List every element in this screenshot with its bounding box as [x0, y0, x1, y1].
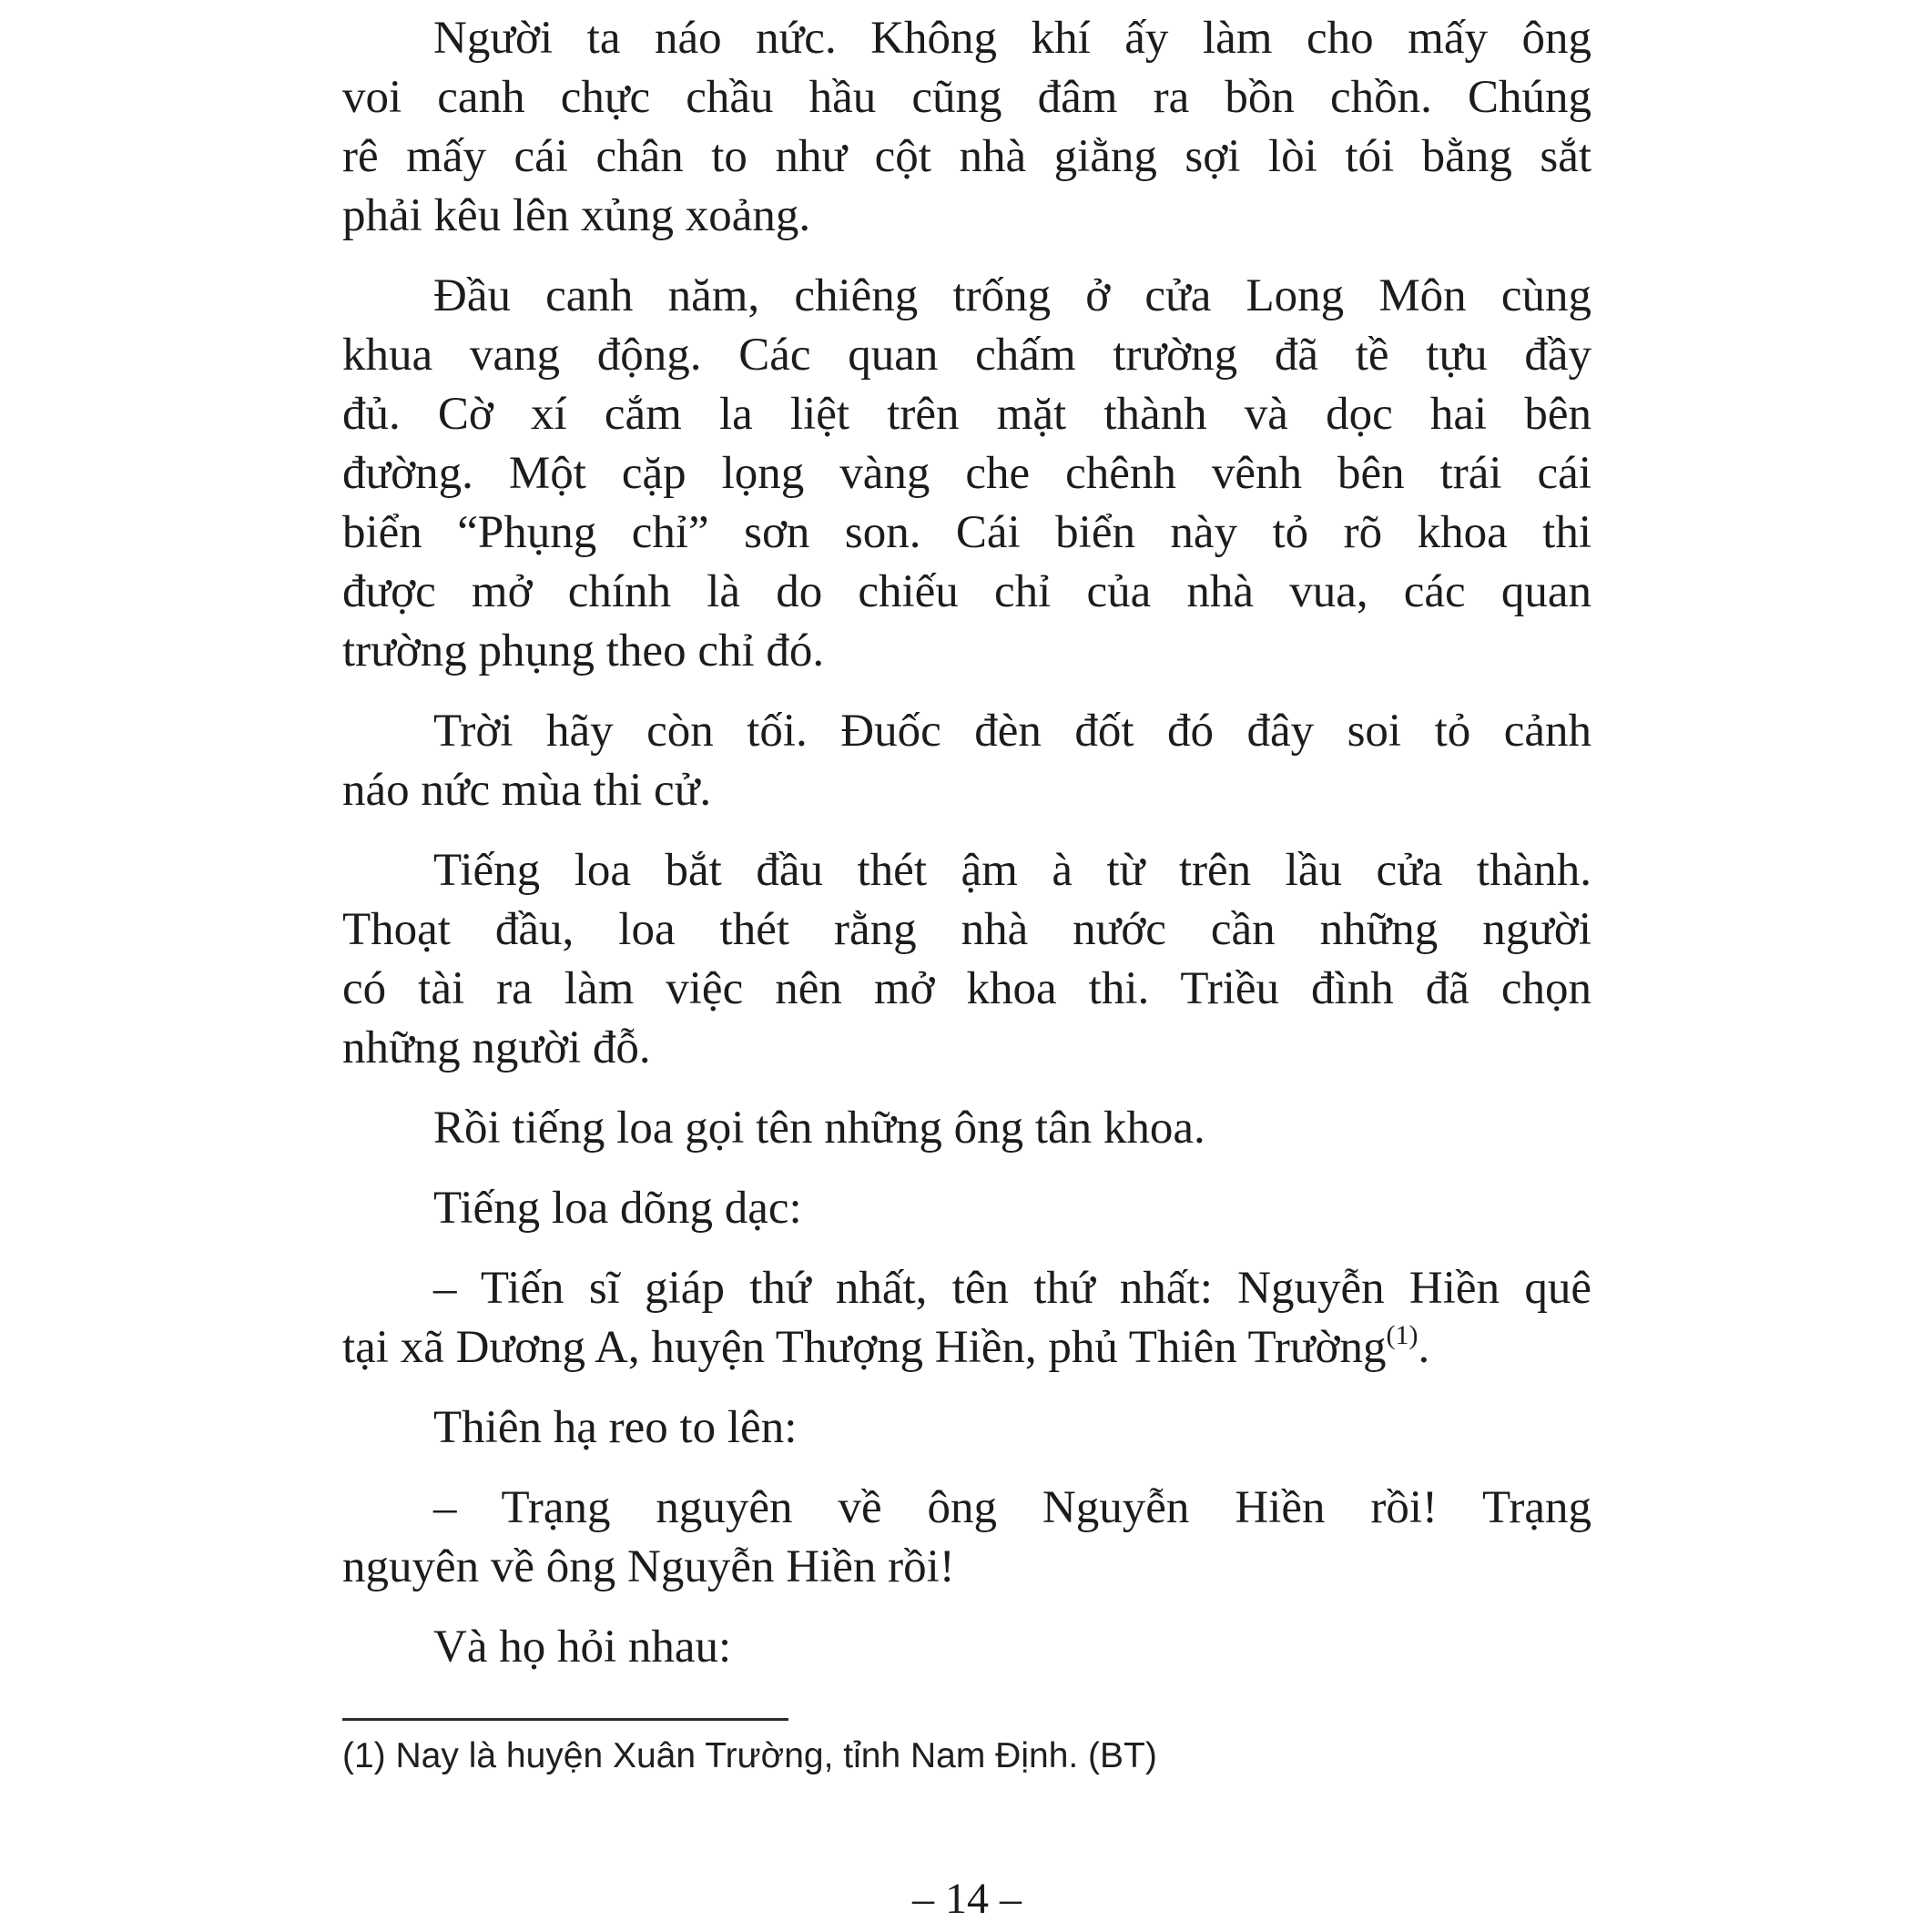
footnote-text: (1) Nay là huyện Xuân Trường, tỉnh Nam Định. (BT) — [342, 1736, 1157, 1775]
text-line: Đầu canh năm, chiêng trống ở cửa Long Môn cùng — [433, 270, 1591, 321]
text-segment: . — [1418, 1322, 1430, 1373]
page-number: – 14 – — [912, 1875, 1022, 1923]
paragraph-3 — [342, 702, 1591, 820]
text-line: Trời hãy còn tối. Đuốc đèn đốt đó đây soi tỏ cảnh — [433, 706, 1591, 757]
text-line: Tiếng loa dõng dạc: — [433, 1183, 802, 1234]
text-line: những người đỗ. — [342, 1022, 651, 1073]
paragraph-4 — [342, 841, 1591, 1078]
footnote-divider — [342, 1718, 788, 1721]
text-line — [342, 1318, 1591, 1378]
text-line: Rồi tiếng loa gọi tên những ông tân khoa. — [433, 1103, 1205, 1154]
text-line: trường phụng theo chỉ đó. — [342, 625, 825, 676]
footnote-marker: (1) — [1386, 1320, 1418, 1350]
text-line: đủ. Cờ xí cắm la liệt trên mặt thành và dọc hai bên — [342, 389, 1591, 440]
text-line: được mở chính là do chiếu chỉ của nhà vua, các quan — [342, 566, 1591, 617]
text-line: có tài ra làm việc nên mở khoa thi. Triều đình đã chọn — [342, 963, 1591, 1014]
text-line: phải kêu lên xủng xoảng. — [342, 190, 811, 241]
paragraph-8 — [342, 1398, 1591, 1458]
paragraph-1 — [342, 9, 1591, 246]
text-line: Thiên hạ reo to lên: — [433, 1402, 798, 1453]
text-line: Và họ hỏi nhau: — [433, 1622, 732, 1673]
paragraph-2 — [342, 267, 1591, 681]
paragraph-7 — [342, 1259, 1591, 1378]
text-line: rê mấy cái chân to như cột nhà giằng sợi lòi tói bằng sắt — [342, 131, 1591, 182]
text-line: Người ta náo nức. Không khí ấy làm cho mấy ông — [433, 13, 1591, 64]
text-line: Tiếng loa bắt đầu thét ậm à từ trên lầu cửa thành. — [433, 845, 1591, 896]
text-segment: tại xã Dương A, huyện Thượng Hiền, phủ Thiên Trường — [342, 1322, 1387, 1373]
text-line: biển “Phụng chỉ” sơn son. Cái biển này tỏ rõ khoa thi — [342, 507, 1591, 558]
text-line: nguyên về ông Nguyễn Hiền rồi! — [342, 1541, 955, 1592]
text-line: đường. Một cặp lọng vàng che chênh vênh bên trái cái — [342, 448, 1591, 499]
text-line: voi canh chực chầu hầu cũng đâm ra bồn chồn. Chúng — [342, 72, 1591, 123]
text-line: – Tiến sĩ giáp thứ nhất, tên thứ nhất: Nguyễn Hiền quê — [433, 1263, 1591, 1314]
text-line: – Trạng nguyên về ông Nguyễn Hiền rồi! Trạng — [433, 1482, 1591, 1533]
text-line: náo nức mùa thi cử. — [342, 765, 712, 816]
text-line: Thoạt đầu, loa thét rằng nhà nước cần những người — [342, 904, 1591, 955]
text-line: khua vang động. Các quan chấm trường đã tề tựu đầy — [342, 330, 1591, 381]
body-text — [342, 9, 1591, 1779]
paragraph-6 — [342, 1179, 1591, 1238]
paragraph-5 — [342, 1099, 1591, 1158]
footnote — [342, 1718, 1591, 1779]
paragraph-9 — [342, 1479, 1591, 1597]
paragraph-10 — [342, 1618, 1591, 1677]
